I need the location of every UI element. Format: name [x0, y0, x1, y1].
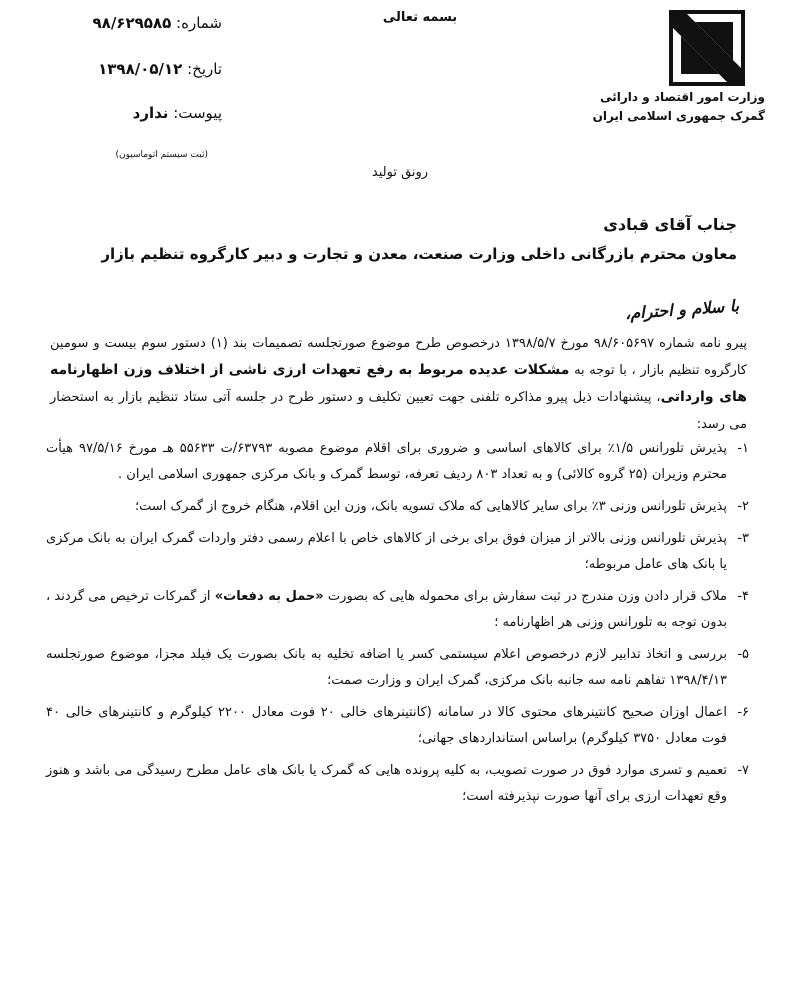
list-item: [46, 584, 749, 636]
greeting: با سلام و احترام،: [624, 296, 740, 323]
item-number: ۷-: [737, 763, 749, 778]
list-item: [46, 642, 749, 694]
proposal-list: [46, 436, 749, 816]
letter-attachment: [52, 104, 222, 122]
item-text: پذیرش تلورانس ۱/۵٪ برای کالاهای اساسی و ضروری برای اقلام موضوع مصوبه ۶۳۷۹۳/ت ۵۵۶۳۳ هـ مورخ ۹۷/۵/۱۶ هیأت محترم وزیران (۲۵ گروه کالائی) و به تعداد ۸۰۳ ردیف تعرفه، توسط گمرک و بانک مرکزی جمهوری اسلامی ایران .: [46, 441, 727, 482]
addressee-name: جناب آقای قبادی: [603, 215, 737, 234]
item-number: ۴-: [737, 589, 749, 604]
date-value: ۱۳۹۸/۰۵/۱۲: [98, 60, 183, 78]
item-number: ۳-: [737, 531, 749, 546]
list-item: [46, 758, 749, 810]
list-item: [46, 436, 749, 488]
list-item: [46, 526, 749, 578]
item-text: پذیرش تلورانس وزنی ۳٪ برای سایر کالاهایی که ملاک تسویه بانک، وزن این اقلام، هنگام خروج از گمرک است؛: [134, 499, 727, 514]
item-text: اعمال اوزان صحیح کانتینرهای محتوی کالا در سامانه (کانتینرهای خالی ۲۰ فوت معادل ۲۲۰۰ کیلوگرم و کانتینرهای خالی ۴۰ فوت معادل ۳۷۵۰ کیلوگرم) براساس استانداردهای جهانی؛: [46, 705, 728, 746]
item-number: ۲-: [737, 499, 749, 514]
intro-part1: پیرو نامه شماره ۹۸/۶۰۵۶۹۷ مورخ ۱۳۹۸/۵/۷ درخصوص طرح موضوع صورتجلسه تصمیمات بند (۱) دستور سوم بیست و سومین کارگروه تنظیم بازار ، با توجه به: [50, 336, 748, 378]
customs-logo-icon: [669, 10, 745, 86]
intro-part2: ، پیشنهادات ذیل پیرو مذاکره تلفنی جهت تعیین تکلیف و دستور طرح در جلسه آتی ستاد تنظیم بازار به استحضار می رسد:: [50, 390, 747, 432]
item-number: ۱-: [737, 441, 749, 456]
date-label: تاریخ:: [187, 60, 222, 78]
item-text: پذیرش تلورانس وزنی بالاتر از میزان فوق برای برخی از کالاهای خاص با اعلام رسمی دفتر واردات گمرک ایران به بانک مرکزی یا بانک های عامل مربوطه؛: [46, 531, 727, 572]
item-text: [46, 584, 727, 636]
list-item: [46, 494, 749, 520]
intro-paragraph: [50, 330, 747, 438]
cc-note: رونق تولید: [371, 165, 429, 180]
item-text-after: از گمرکات ترخیص می گردند ، بدون توجه به تلورانس وزنی هر اظهارنامه ؛: [46, 589, 727, 630]
system-note: (ثبت سیستم اتوماسیون): [115, 150, 208, 160]
list-item: [46, 700, 749, 752]
ministry-name: وزارت امور اقتصاد و دارائی: [600, 90, 765, 104]
bismillah-heading: بسمه تعالی: [382, 10, 458, 25]
item-text: تعمیم و تسری موارد فوق در صورت تصویب، به کلیه پرونده هایی که گمرک یا بانک های عامل مطرح رسیدگی می باشد و هنوز وقع تعهدات ارزی برای آنها صورت نپذیرفته است؛: [46, 763, 727, 804]
item-text-before: ملاک قرار دادن وزن مندرج در ثبت سفارش برای محموله هایی که بصورت: [323, 589, 728, 604]
attachment-label: پیوست:: [173, 104, 222, 122]
item-number: ۶-: [737, 705, 749, 720]
letter-number: [52, 14, 222, 32]
item-text: بررسی و اتخاذ تدابیر لازم درخصوص اعلام سیستمی کسر یا اضافه تخلیه به بانک بصورت یک فیلد مجزا، موضوع صورتجلسه ۱۳۹۸/۴/۱۳ تفاهم نامه سه جانبه بانک مرکزی، گمرک ایران و وزارت صمت؛: [46, 647, 727, 688]
organization-name: گمرک جمهوری اسلامی ایران: [592, 109, 765, 123]
addressee-title: معاون محترم بازرگانی داخلی وزارت صنعت، معدن و تجارت و دبیر کارگروه تنظیم بازار: [101, 245, 737, 263]
letter-date: [52, 60, 222, 78]
intro-bold: مشکلات عدیده مربوط به رفع تعهدات ارزی ناشی از اختلاف وزن اظهارنامه های وارداتی: [50, 362, 747, 405]
number-value: ۹۸/۶۲۹۵۸۵: [92, 14, 172, 32]
item-number: ۵-: [737, 647, 749, 662]
number-label: شماره:: [176, 14, 222, 32]
item-text-bold: «حمل به دفعات»: [214, 589, 324, 604]
attachment-value: ندارد: [132, 104, 169, 122]
organization-block: [585, 88, 765, 126]
